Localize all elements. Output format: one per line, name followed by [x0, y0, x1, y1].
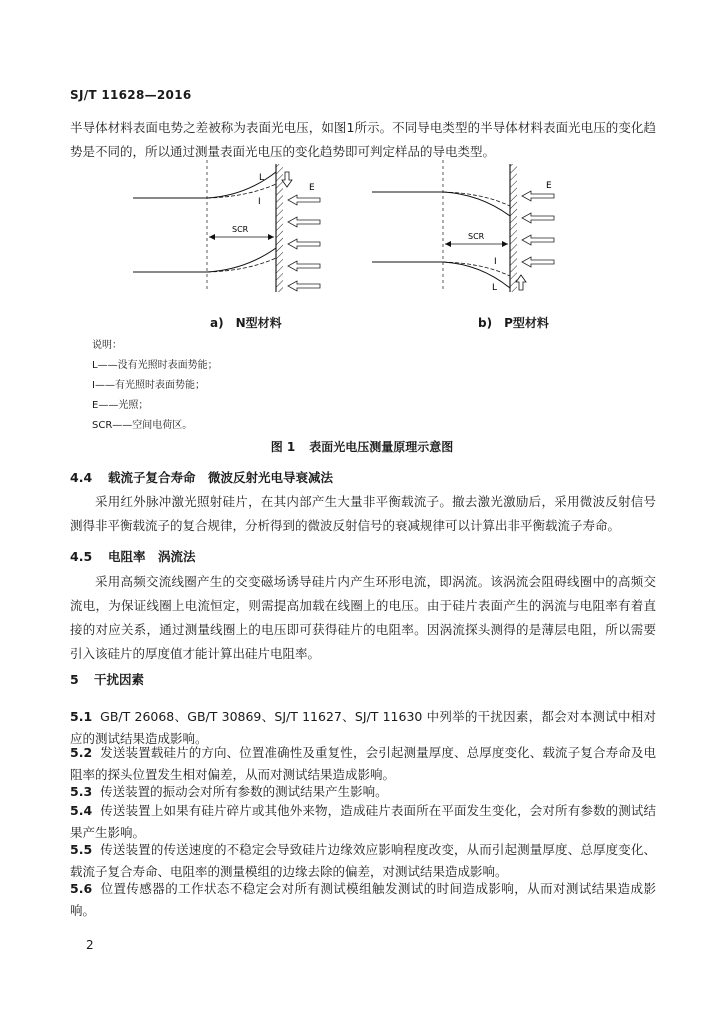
clause-number: 5.5	[70, 842, 93, 857]
clause-number: 5.3	[70, 784, 93, 799]
label-l: L	[492, 283, 498, 293]
band-upper-L	[133, 172, 276, 198]
legend-title: 说明：	[92, 340, 122, 351]
label-i: I	[258, 197, 261, 207]
clause-number: 5.1	[70, 709, 93, 724]
clause-text: 传送装置的传送速度的不稳定会导致硅片边缘效应影响程度改变，从而引起测量厚度、总厚度变化、载流子复合寿命、电阻率的测量模组的边缘去除的偏差，对测试结果造成影响。	[70, 842, 656, 879]
panel-a-n-type	[133, 160, 320, 292]
section-title: 干扰因素	[94, 672, 145, 687]
panel-a-caption: a) N型材料	[210, 316, 282, 330]
band-lower-I	[207, 258, 276, 272]
shift-down-arrow-icon	[282, 172, 292, 187]
figure-title-text: 表面光电压测量原理示意图	[309, 440, 454, 454]
section-4-5-heading	[70, 547, 196, 565]
clause-text: 传送装置上如果有硅片碎片或其他外来物，造成硅片表面所在平面发生变化，会对所有参数的测试结果产生影响。	[70, 803, 656, 840]
band-upper-I	[443, 192, 510, 206]
label-scr: SCR	[468, 232, 485, 241]
surface-hatch	[276, 164, 283, 292]
label-e: E	[309, 183, 315, 193]
clause-number: 5.2	[70, 745, 93, 760]
section-title: 电阻率 涡流法	[108, 549, 196, 564]
clause-5-6	[70, 878, 656, 922]
clause-5-4	[70, 800, 656, 844]
band-lower-L	[372, 262, 510, 288]
section-4-4-heading	[70, 468, 333, 486]
legend-item: I——有光照时表面势能；	[92, 380, 205, 391]
section-number: 4.5	[70, 549, 93, 564]
shift-up-arrow-icon	[516, 275, 526, 290]
standard-code: SJ/T 11628—2016	[70, 88, 192, 102]
legend-item: E——光照；	[92, 400, 149, 411]
section-5-heading	[70, 670, 144, 688]
scr-arrow-right-icon	[502, 241, 508, 247]
band-lower-L	[133, 248, 276, 272]
surface-hatch	[510, 164, 517, 292]
legend-item: L——没有光照时表面势能；	[92, 360, 218, 371]
figure-1-diagram	[0, 160, 724, 340]
clause-text: 位置传感器的工作状态不稳定会对所有测试模组触发测试的时间造成影响，从而对测试结果造成影响。	[70, 881, 656, 918]
band-upper-L	[372, 192, 510, 216]
label-l: L	[259, 173, 265, 183]
section-number: 5	[70, 672, 79, 687]
scr-arrow-left-icon	[445, 241, 451, 247]
section-title: 载流子复合寿命 微波反射光电导衰减法	[108, 470, 334, 485]
scr-arrow-left-icon	[209, 234, 215, 240]
panel-b-p-type	[372, 160, 554, 293]
clause-5-2	[70, 742, 656, 786]
figure-number: 图 1	[270, 440, 296, 454]
clause-text: 传送装置的振动会对所有参数的测试结果产生影响。	[100, 784, 388, 799]
label-e: E	[546, 181, 552, 191]
light-arrows	[522, 191, 554, 267]
intro-paragraph: 半导体材料表面电势之差被称为表面光电压，如图1所示。不同导电类型的半导体材料表面光电压的变化趋势是不同的，所以通过测量表面光电压的变化趋势即可判定样品的导电类型。	[70, 120, 656, 159]
section-4-5-body: 采用高频交流线圈产生的交变磁场诱导硅片内产生环形电流，即涡流。该涡流会阻碍线圈中的高频交流电，为保证线圈上电流恒定，则需提高加载在线圈上的电压。由于硅片表面产生的涡流与电阻率有着直接的对应关系，通过测量线圈上的电压即可获得硅片的电阻率。因涡流探头测得的是薄层电阻，所以需要引入该硅片的厚度值才能计算出硅片电阻率。	[70, 574, 656, 661]
clause-number: 5.4	[70, 803, 93, 818]
scr-arrow-right-icon	[268, 234, 274, 240]
clause-text: GB/T 26068、GB/T 30869、SJ/T 11627、SJ/T 11630 中列举的干扰因素，都会对本测试中相对应的测试结果造成影响。	[70, 709, 656, 746]
clause-text: 发送装置载硅片的方向、位置准确性及重复性，会引起测量厚度、总厚度变化、载流子复合寿命及电阻率的探头位置发生相对偏差，从而对测试结果造成影响。	[70, 745, 656, 782]
figure-title	[0, 438, 724, 455]
figure-legend	[92, 336, 218, 436]
label-scr: SCR	[232, 225, 249, 234]
clause-number: 5.6	[70, 881, 93, 896]
clause-5-5	[70, 839, 656, 883]
section-number: 4.4	[70, 470, 93, 485]
label-i: I	[494, 257, 497, 267]
panel-b-caption: b) P型材料	[478, 316, 549, 330]
light-arrows	[288, 195, 320, 291]
legend-item: SCR——空间电荷区。	[92, 420, 193, 431]
section-4-4-body: 采用红外脉冲激光照射硅片，在其内部产生大量非平衡载流子。撤去激光激励后，采用微波反射信号测得非平衡载流子的复合规律，分析得到的微波反射信号的衰减规律可以计算出非平衡载流子寿命。	[70, 494, 656, 533]
page-number: 2	[86, 938, 94, 952]
